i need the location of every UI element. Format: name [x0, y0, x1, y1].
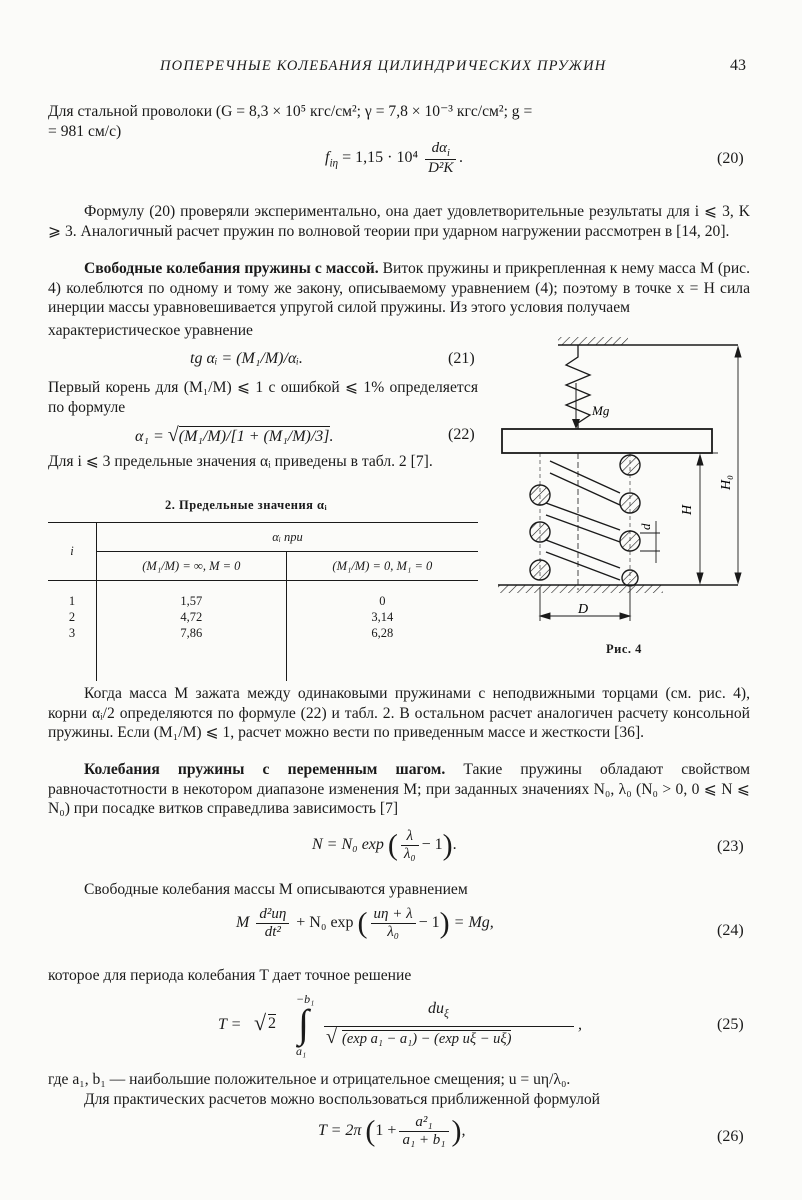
equation-number-25: (25) — [717, 1016, 744, 1033]
dimension-h0 — [735, 347, 741, 583]
paragraph-text-end: характеристическое уравнение — [48, 322, 253, 339]
eq-tail: − 1 — [421, 836, 443, 854]
eq-num: d²uη — [256, 906, 289, 924]
eq-tail: − 1 — [418, 914, 440, 932]
running-title: ПОПЕРЕЧНЫЕ КОЛЕБАНИЯ ЦИЛИНДРИЧЕСКИХ ПРУЖИН — [160, 58, 607, 74]
eq-lower-limit: a₁ — [296, 1044, 307, 1058]
paragraph-first-root: Первый корень для (M₁/M) ⩽ 1 с ошибкой ⩽ 1% определяется по формуле — [48, 379, 478, 416]
table-row — [48, 609, 478, 625]
eq-tail: , — [578, 1016, 582, 1033]
table-row — [48, 581, 478, 610]
equation-24: M $\frac{\text{d²uη}}{\text{dt²}}$ + N₀ exp ( $\frac{u\eta + \lambda}{\text{λ₀}}$ − 1) = Mg, — [236, 906, 494, 940]
eq-num: uη + λ — [371, 906, 416, 924]
eq-lhs: f — [325, 149, 330, 167]
eq-lhs: α₁ = — [135, 428, 168, 445]
table-cell-b: 3,14 — [371, 610, 394, 624]
figure-caption: Рис. 4 — [606, 642, 642, 656]
equation-26: T = 2π (1 + $\frac{\text{a²₁}}{\text{a₁ + b₁}}$ ), — [318, 1114, 466, 1148]
equation-number-20: (20) — [717, 150, 744, 167]
paragraph-formula-check: Формулу (20) проверяли экспериментально, она дает удовлетворительные результаты для i ⩽ 3, K ⩾ 3. Аналогичный расчет пружин по волновой теории при ударном нагружении рассмотрен в [14, 20]. — [48, 203, 750, 240]
table-row — [48, 625, 478, 681]
paragraph-text: Такие пружины обладают свойством равночастотности в некотором диапазоне изменения M; при заданных значениях N₀, λ₀ (N₀ > 0, 0 ⩽ N ⩽ N₀) при посадке витков справедлива зависимость [7] — [48, 761, 750, 817]
eq-num: a²₁ — [399, 1114, 448, 1132]
label-h0: H₀ — [719, 475, 734, 490]
page-number: 43 — [730, 57, 746, 74]
table-cell-i: 2 — [48, 609, 97, 625]
table-cell-b: 0 — [379, 594, 386, 608]
top-spring — [566, 345, 590, 429]
label-h: H — [680, 504, 695, 515]
equation-23: N = N₀ exp ( $\frac{\lambda}{\text{λ₀}}$ − 1). — [312, 828, 457, 862]
base-support — [498, 585, 738, 593]
label-d-big: D — [578, 602, 589, 617]
dimension-h — [697, 453, 718, 583]
eq-num-sub: i — [446, 148, 450, 159]
equation-number-26: (26) — [717, 1128, 744, 1145]
section-title: Колебания пружины с переменным шагом. — [84, 761, 446, 778]
paragraph-line: Для стальной проволоки (G = 8,3 × 10⁵ кгс/см²; γ = 7,8 × 10⁻³ кгс/см²; g = — [48, 103, 533, 120]
table-header-i: i — [48, 523, 97, 581]
fraction — [401, 828, 419, 863]
eq-num: du — [428, 1000, 444, 1017]
spring-coils — [546, 461, 620, 580]
eq-lhs: N = N₀ exp — [312, 836, 384, 854]
arrow-head — [572, 419, 580, 429]
eq-radicand: (M₁/M)/[1 + (M₁/M)/3] — [178, 428, 330, 445]
mass-plate — [502, 429, 712, 453]
eq-radicand: (exp a₁ − a₁) − (exp uξ − uξ) — [342, 1031, 512, 1047]
eq-lhs: T = — [218, 1016, 242, 1033]
equation-number-21: (21) — [448, 350, 475, 367]
eq-rhs: = Mg, — [453, 914, 494, 932]
eq-lhs-sub: iη — [329, 157, 339, 170]
table-cell-b: 6,28 — [371, 626, 394, 640]
label-mg: Mg — [592, 403, 610, 418]
section-title: Свободные колебания пружины с массой. — [84, 260, 379, 277]
eq-tail: , — [461, 1122, 466, 1140]
table-caption: 2. Предельные значения αᵢ — [165, 498, 328, 512]
eq-upper-limit: −b₁ — [296, 992, 315, 1006]
equation-number-24: (24) — [717, 922, 744, 939]
eq-m: M — [236, 914, 250, 932]
eq-den: λ₀ — [387, 924, 399, 940]
eq-den: D²K — [428, 160, 454, 176]
equation-22: α₁ = √(M₁/M)/[1 + (M₁/M)/3]. — [135, 424, 334, 446]
paragraph-exact-solution: которое для периода колебания T дает точное решение — [48, 967, 412, 984]
paragraph-variable-pitch — [48, 760, 750, 819]
eq-num: λ — [401, 828, 419, 846]
fraction — [425, 140, 456, 177]
equation-number-22: (22) — [448, 426, 475, 443]
table-cell-i: 3 — [48, 625, 97, 681]
paragraph-line: = 981 см/с) — [48, 122, 122, 140]
top-support — [558, 337, 738, 345]
eq-one: 1 + — [375, 1122, 397, 1140]
figure-spring-mass — [488, 325, 770, 635]
paragraph-steel-wire — [48, 102, 750, 141]
eq-den: dt² — [264, 924, 281, 940]
table-subheader-b: (M₁/M) = 0, M₁ = 0 — [332, 558, 433, 573]
eq-den: λ₀ — [403, 846, 416, 862]
eq-num: dα — [431, 140, 447, 156]
eq-tail: . — [459, 149, 464, 167]
table-cell-a: 4,72 — [97, 609, 287, 625]
eq-den: a₁ + b₁ — [402, 1132, 446, 1148]
eq-num-sub: ξ — [444, 1008, 449, 1021]
equation-20 — [325, 140, 463, 177]
paragraph-limit-values: Для i ⩽ 3 предельные значения αᵢ приведены в табл. 2 [7]. — [48, 453, 433, 470]
label-d: d — [638, 523, 653, 530]
paragraph-free-vibrations — [48, 259, 750, 318]
equation-25: T = √ 2 −b₁ ∫ a₁ $du_\xi$ √ (exp a₁ − a₁) − (exp uξ − uξ) , — [218, 992, 582, 1058]
eq-mid: + N₀ exp — [296, 914, 354, 932]
paragraph-clamped-mass: Когда масса M зажата между одинаковыми пружинами с неподвижными торцами (см. рис. 4), корни αᵢ/2 определяются по формуле (22) и табл. 2. В остальном расчет аналогичен расчету консольной пружины. Если (M₁/M) ⩽ 1, расчет можно вести по приведенным массе и жесткости [36]. — [48, 685, 750, 741]
table-subheader-a: (M₁/M) = ∞, M = 0 — [97, 552, 287, 581]
table-cell-a: 1,57 — [97, 581, 287, 610]
eq-sqrt2: 2 — [268, 1015, 276, 1032]
paragraph-where: где a₁, b₁ — наибольшие положительное и отрицательное смещения; u = uη/λ₀. — [48, 1071, 571, 1088]
eq-tail: . — [329, 428, 334, 445]
table-cell-a: 7,86 — [97, 625, 287, 681]
table-group-header: αᵢ при — [97, 523, 479, 552]
table-cell-i: 1 — [48, 581, 97, 610]
eq-coef: = 1,15 · 10⁴ — [338, 149, 419, 167]
eq-lhs: T = 2π — [318, 1122, 362, 1140]
paragraph-free-mass: Свободные колебания массы M описываются уравнением — [84, 881, 468, 898]
fraction — [256, 906, 289, 941]
limit-values-table — [48, 522, 478, 681]
paragraph-approx: Для практических расчетов можно воспользоваться приближенной формулой — [84, 1091, 601, 1108]
fraction — [399, 1114, 448, 1149]
equation-number-23: (23) — [717, 838, 744, 855]
paragraph-text: Виток пружины и прикрепленная к нему масса M (рис. 4) колеблются по одному и тому же закону, описываемому уравнением (4); поэтому в точке x = H сила инерции массы уравновешивается упругой силой пружины. Из этого условия получаем — [48, 260, 750, 316]
equation-21: tg αᵢ = (M₁/M)/αᵢ. — [190, 350, 303, 367]
fraction — [371, 906, 416, 941]
